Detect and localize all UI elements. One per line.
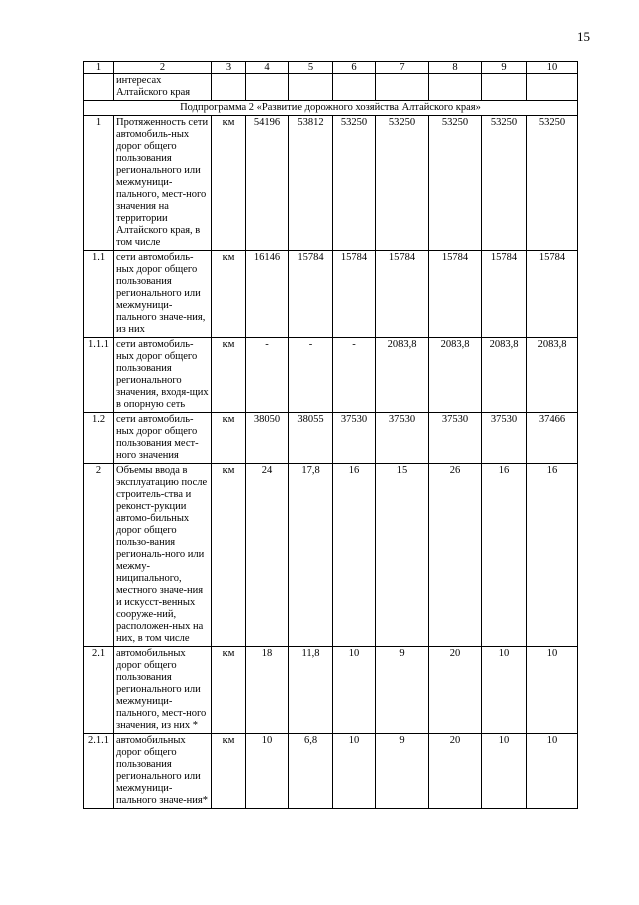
value-cell: 26	[429, 464, 482, 647]
value-cell: 15784	[527, 251, 578, 338]
value-cell: 17,8	[289, 464, 333, 647]
value-cell: 38055	[289, 413, 333, 464]
value-cell: 24	[246, 464, 289, 647]
table-body	[84, 62, 578, 809]
table-row	[84, 413, 578, 464]
value-cell: -	[333, 338, 376, 413]
row-number: 1.2	[84, 413, 114, 464]
value-cell: 38050	[246, 413, 289, 464]
value-cell: 53812	[289, 116, 333, 251]
value-cell: 18	[246, 647, 289, 734]
indicator-description: сети автомобиль-ных дорог общего пользования мест-ного значения	[114, 413, 212, 464]
value-cell: 53250	[482, 116, 527, 251]
value-cell: 16	[482, 464, 527, 647]
column-number: 4	[246, 62, 289, 74]
indicator-description: Протяженность сети автомобиль-ных дорог общего пользования регионального или межмуници-пального, мест-ного значения на территории Алтайского края, в том числе	[114, 116, 212, 251]
unit-cell: км	[212, 734, 246, 809]
value-cell: 10	[527, 647, 578, 734]
row-number: 1	[84, 116, 114, 251]
value-cell: 2083,8	[527, 338, 578, 413]
unit-cell: км	[212, 116, 246, 251]
column-number: 3	[212, 62, 246, 74]
indicator-description: сети автомобиль-ных дорог общего пользования регионального значения, входя-щих в опорную сеть	[114, 338, 212, 413]
table-row	[84, 338, 578, 413]
value-cell: 15784	[376, 251, 429, 338]
row-number: 2.1	[84, 647, 114, 734]
column-number-row	[84, 62, 578, 74]
column-number: 2	[114, 62, 212, 74]
value-cell: 9	[376, 647, 429, 734]
value-cell: 53250	[429, 116, 482, 251]
column-number: 7	[376, 62, 429, 74]
value-cell: 11,8	[289, 647, 333, 734]
value-cell: 37530	[429, 413, 482, 464]
column-number: 6	[333, 62, 376, 74]
table-row	[84, 647, 578, 734]
value-cell: -	[289, 338, 333, 413]
table-row	[84, 464, 578, 647]
continuation-text: интересах Алтайского края	[114, 74, 212, 101]
value-cell: 2083,8	[482, 338, 527, 413]
unit-cell: км	[212, 464, 246, 647]
unit-cell: км	[212, 251, 246, 338]
value-cell: 10	[482, 734, 527, 809]
indicator-description: автомобильных дорог общего пользования регионального или межмуници-пального значе-ния*	[114, 734, 212, 809]
column-number: 10	[527, 62, 578, 74]
value-cell: 15	[376, 464, 429, 647]
unit-cell: км	[212, 338, 246, 413]
indicator-description: сети автомобиль-ных дорог общего пользования регионального или межмуници-пального значе-ния, из них	[114, 251, 212, 338]
page-number: 15	[577, 29, 590, 44]
value-cell: 10	[333, 647, 376, 734]
subprogram-title: Подпрограмма 2 «Развитие дорожного хозяйства Алтайского края»	[84, 101, 578, 116]
row-number: 2.1.1	[84, 734, 114, 809]
row-number: 2	[84, 464, 114, 647]
value-cell: 37466	[527, 413, 578, 464]
table-row	[84, 116, 578, 251]
value-cell: 53250	[527, 116, 578, 251]
row-number: 1.1.1	[84, 338, 114, 413]
value-cell: 16	[333, 464, 376, 647]
continuation-row	[84, 74, 578, 101]
table-row	[84, 251, 578, 338]
column-number: 9	[482, 62, 527, 74]
value-cell: 10	[527, 734, 578, 809]
value-cell: 37530	[376, 413, 429, 464]
value-cell: 16	[527, 464, 578, 647]
value-cell: 10	[333, 734, 376, 809]
indicator-description: автомобильных дорог общего пользования регионального или межмуници-пального, мест-ного значения, из них *	[114, 647, 212, 734]
value-cell: 15784	[333, 251, 376, 338]
column-number: 1	[84, 62, 114, 74]
column-number: 5	[289, 62, 333, 74]
subprogram-row	[84, 101, 578, 116]
value-cell: 53250	[333, 116, 376, 251]
value-cell: 20	[429, 647, 482, 734]
value-cell: 37530	[482, 413, 527, 464]
value-cell: 53250	[376, 116, 429, 251]
value-cell: 54196	[246, 116, 289, 251]
row-number: 1.1	[84, 251, 114, 338]
value-cell: -	[246, 338, 289, 413]
value-cell: 2083,8	[376, 338, 429, 413]
unit-cell: км	[212, 413, 246, 464]
indicator-description: Объемы ввода в эксплуатацию после строитель-ства и реконст-рукции автомо-бильных дорог общего пользо-вания региональ-ного или межму-ниципального, местного значе-ния и искусст-венных сооруже-ний, расположен-ных на них, в том числе	[114, 464, 212, 647]
value-cell: 6,8	[289, 734, 333, 809]
indicators-table	[83, 61, 578, 809]
unit-cell: км	[212, 647, 246, 734]
value-cell: 10	[482, 647, 527, 734]
value-cell: 15784	[429, 251, 482, 338]
value-cell: 15784	[289, 251, 333, 338]
value-cell: 2083,8	[429, 338, 482, 413]
column-number: 8	[429, 62, 482, 74]
value-cell: 37530	[333, 413, 376, 464]
value-cell: 9	[376, 734, 429, 809]
value-cell: 10	[246, 734, 289, 809]
value-cell: 16146	[246, 251, 289, 338]
table-row	[84, 734, 578, 809]
value-cell: 15784	[482, 251, 527, 338]
value-cell: 20	[429, 734, 482, 809]
